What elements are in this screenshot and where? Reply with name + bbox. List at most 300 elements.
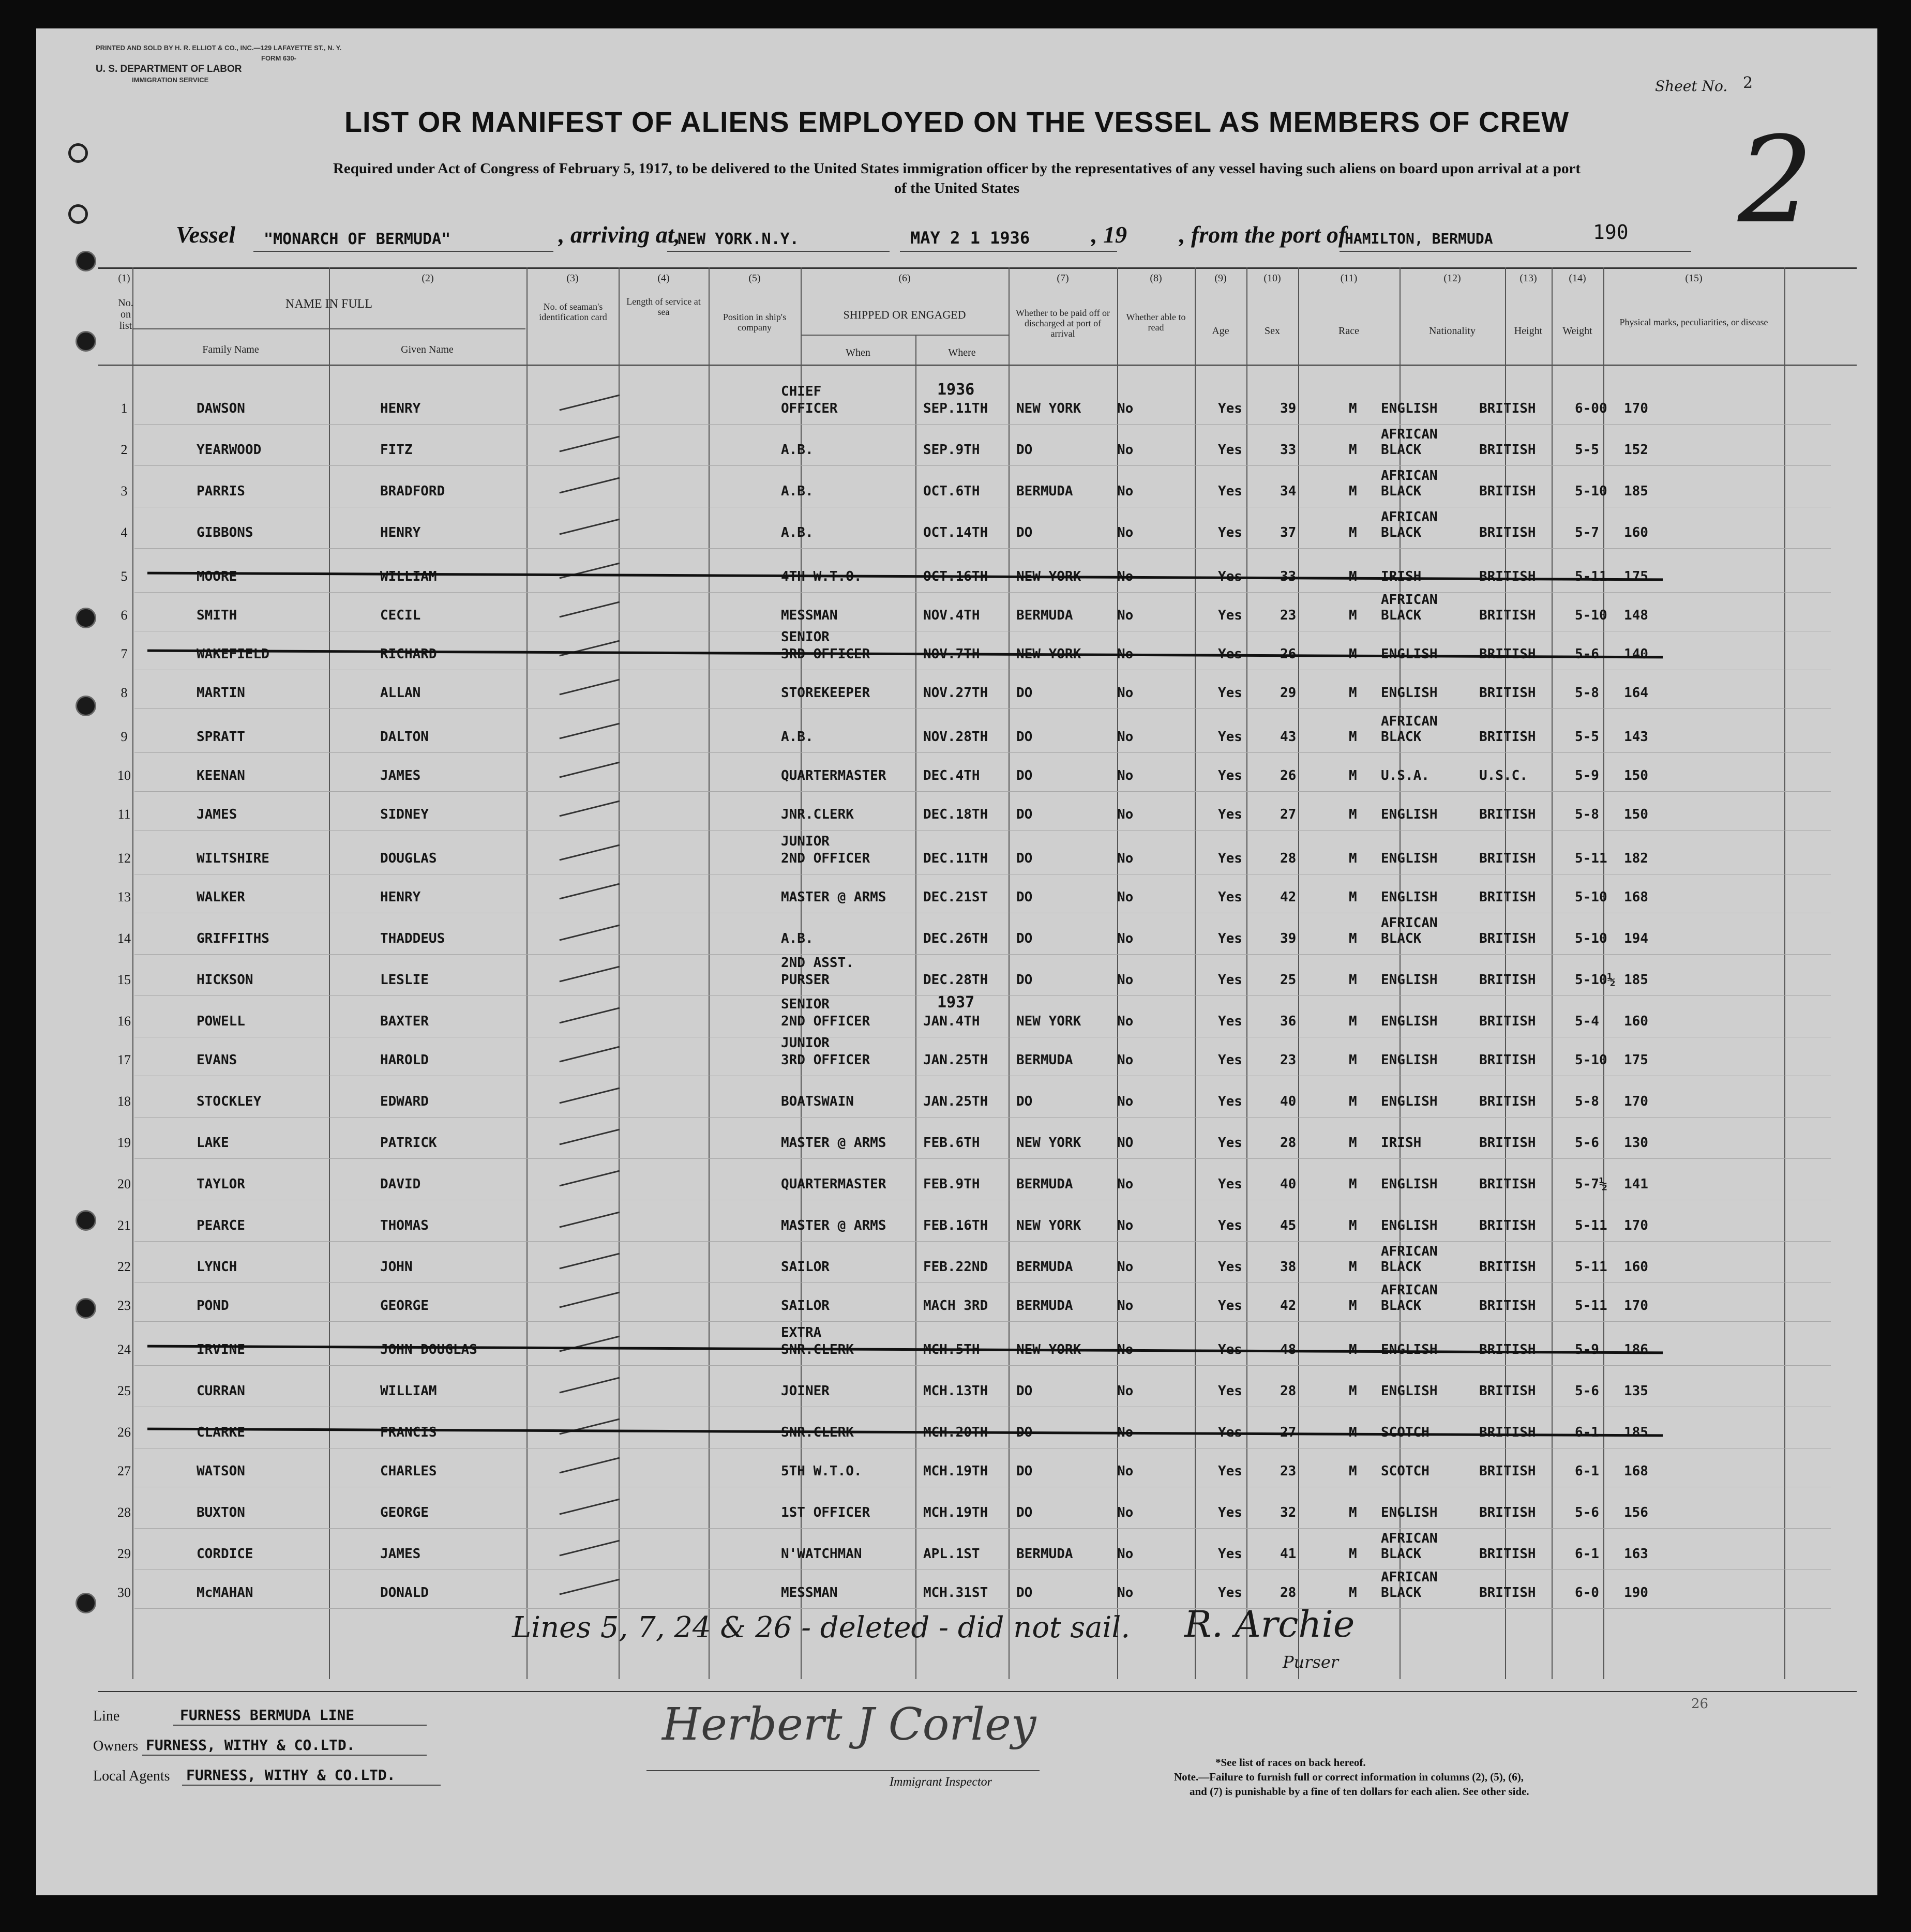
paid-off: NO (1117, 1135, 1134, 1151)
nationality: BRITISH (1479, 1135, 1536, 1151)
race-line-1: AFRICAN (1381, 1531, 1438, 1546)
engaged-when: NOV.28TH (923, 729, 988, 745)
weight: 190 (1624, 1585, 1648, 1601)
id-card-tick-mark (559, 801, 620, 817)
engaged-when: FEB.9TH (923, 1176, 980, 1192)
able-to-read: Yes (1218, 1052, 1242, 1068)
sex: M (1349, 768, 1357, 783)
race-line-1: AFRICAN (1381, 915, 1438, 931)
family-name: STOCKLEY (197, 1094, 262, 1109)
weight: 156 (1624, 1505, 1648, 1520)
given-name: WILLIAM (380, 1383, 437, 1399)
given-name: RICHARD (380, 646, 437, 662)
col-num-14: (14) (1569, 273, 1586, 284)
row-number: 17 (117, 1052, 131, 1067)
sex: M (1349, 685, 1357, 701)
col-header-family: Family Name (202, 344, 259, 355)
weight: 141 (1624, 1176, 1648, 1192)
family-name: LAKE (197, 1135, 229, 1151)
weight: 150 (1624, 768, 1648, 783)
engaged-where: BERMUDA (1016, 1259, 1073, 1275)
engaged-when: OCT.6TH (923, 484, 980, 499)
given-name: DAVID (380, 1176, 421, 1192)
age: 37 (1280, 525, 1297, 540)
position-line-1: JUNIOR (781, 834, 830, 849)
nationality: BRITISH (1479, 1546, 1536, 1562)
height: 5-5 (1575, 729, 1599, 745)
height: 5-8 (1575, 685, 1599, 701)
nationality: BRITISH (1479, 972, 1536, 988)
sex: M (1349, 807, 1357, 822)
sex: M (1349, 931, 1357, 946)
position: MASTER @ ARMS (781, 1135, 886, 1151)
nationality: BRITISH (1479, 807, 1536, 822)
family-name: SPRATT (197, 729, 245, 745)
paid-off: No (1117, 931, 1134, 946)
nationality: BRITISH (1479, 1014, 1536, 1029)
id-card-tick-mark (559, 1253, 620, 1270)
punch-hole (76, 1210, 96, 1231)
given-name: HENRY (380, 401, 421, 416)
position: STOREKEEPER (781, 685, 870, 701)
paid-off: No (1117, 525, 1134, 540)
height: 5-10 (1575, 484, 1607, 499)
row-number: 14 (117, 931, 131, 946)
weight: 164 (1624, 685, 1648, 701)
nationality: BRITISH (1479, 569, 1536, 584)
sex: M (1349, 1176, 1357, 1192)
family-name: KEENAN (197, 768, 245, 783)
weight: 175 (1624, 569, 1648, 584)
engaged-where: DO (1016, 442, 1033, 458)
col-header-no: No. on list (118, 297, 133, 331)
deletion-strikethrough (147, 572, 1663, 581)
row-number: 1 (121, 401, 128, 416)
engaged-when: SEP.9TH (923, 442, 980, 458)
nationality: BRITISH (1479, 401, 1536, 416)
races-note: *See list of races on back hereof. (1215, 1756, 1366, 1769)
col-header-idcard: No. of seaman's identification card (539, 301, 607, 322)
age: 33 (1280, 442, 1297, 458)
nationality: BRITISH (1479, 646, 1536, 662)
engaged-where: BERMUDA (1016, 1546, 1073, 1562)
position: QUARTERMASTER (781, 768, 886, 783)
family-name: PARRIS (197, 484, 245, 499)
engaged-where: NEW YORK (1016, 401, 1081, 416)
given-name: HAROLD (380, 1052, 429, 1068)
age: 28 (1280, 1585, 1297, 1601)
engaged-where: DO (1016, 1463, 1033, 1479)
departure-port: HAMILTON, BERMUDA (1345, 230, 1493, 247)
punch-hole (76, 1298, 96, 1319)
race-line-1: AFRICAN (1381, 592, 1438, 608)
family-name: GRIFFITHS (197, 931, 269, 946)
paid-off: No (1117, 729, 1134, 745)
row-number: 13 (117, 889, 131, 904)
height: 6-0 (1575, 1585, 1599, 1601)
given-name: CHARLES (380, 1463, 437, 1479)
family-name: BUXTON (197, 1505, 245, 1520)
row-number: 29 (117, 1546, 131, 1561)
weight: 160 (1624, 1259, 1648, 1275)
col-header-nationality: Nationality (1429, 325, 1476, 337)
position-line-1: CHIEF (781, 384, 822, 399)
given-name: JOHN DOUGLAS (380, 1342, 477, 1357)
race: ENGLISH (1381, 1094, 1438, 1109)
able-to-read: Yes (1218, 685, 1242, 701)
family-name: POND (197, 1298, 229, 1314)
weight: 150 (1624, 807, 1648, 822)
engaged-when: FEB.16TH (923, 1218, 988, 1233)
engaged-when: NOV.4TH (923, 608, 980, 623)
family-name: CORDICE (197, 1546, 253, 1562)
height: 5-11 (1575, 569, 1607, 584)
inspector-title: Immigrant Inspector (890, 1775, 992, 1789)
id-card-tick-mark (559, 1336, 620, 1352)
row-number: 2 (121, 442, 128, 457)
weight: 152 (1624, 442, 1648, 458)
weight: 185 (1624, 484, 1648, 499)
age: 23 (1280, 1463, 1297, 1479)
height: 5-4 (1575, 1014, 1599, 1029)
deletion-note: Lines 5, 7, 24 & 26 - deleted - did not sail. (512, 1611, 1131, 1644)
row-number: 16 (117, 1014, 131, 1029)
penalty-note-2: and (7) is punishable by a fine of ten dollars for each alien. See other side. (1190, 1785, 1529, 1798)
nationality: BRITISH (1479, 1298, 1536, 1314)
able-to-read: Yes (1218, 1259, 1242, 1275)
position: SAILOR (781, 1298, 830, 1314)
height: 5-10 (1575, 608, 1607, 623)
position: JOINER (781, 1383, 830, 1399)
position: A.B. (781, 729, 814, 745)
height: 6-00 (1575, 401, 1607, 416)
race-line-1: AFRICAN (1381, 1282, 1438, 1298)
able-to-read: Yes (1218, 1014, 1242, 1029)
position: SAILOR (781, 1259, 830, 1275)
age: 45 (1280, 1218, 1297, 1233)
height: 5-6 (1575, 646, 1599, 662)
race: ENGLISH (1381, 1383, 1438, 1399)
engaged-where: BERMUDA (1016, 1298, 1073, 1314)
engaged-when: DEC.11TH (923, 851, 988, 866)
sex: M (1349, 1505, 1357, 1520)
engaged-where: DO (1016, 1383, 1033, 1399)
weight: 148 (1624, 608, 1648, 623)
col-num-1: (1) (118, 273, 130, 284)
row-number: 23 (117, 1298, 131, 1313)
engaged-when: NOV.27TH (923, 685, 988, 701)
row-number: 20 (117, 1176, 131, 1191)
row-number: 15 (117, 972, 131, 987)
height: 5-11 (1575, 1298, 1607, 1314)
family-name: HICKSON (197, 972, 253, 988)
subtitle-line-2: of the United States (894, 180, 1020, 197)
col-num-2: (2) (422, 273, 434, 284)
nationality: BRITISH (1479, 889, 1536, 905)
family-name: SMITH (197, 608, 237, 623)
paid-off: No (1117, 1383, 1134, 1399)
position-line-1: JUNIOR (781, 1035, 830, 1051)
binder-ring (68, 204, 88, 224)
able-to-read: Yes (1218, 1383, 1242, 1399)
weight: 130 (1624, 1135, 1648, 1151)
able-to-read: Yes (1218, 1585, 1242, 1601)
race: ENGLISH (1381, 1014, 1438, 1029)
engaged-where: DO (1016, 1505, 1033, 1520)
col-num-11: (11) (1340, 273, 1358, 284)
engaged-when: DEC.28TH (923, 972, 988, 988)
height: 5-10 (1575, 889, 1607, 905)
nationality: BRITISH (1479, 608, 1536, 623)
sex: M (1349, 889, 1357, 905)
able-to-read: Yes (1218, 484, 1242, 499)
position: OFFICER (781, 401, 838, 416)
height: 5-6 (1575, 1135, 1599, 1151)
given-name: GEORGE (380, 1505, 429, 1520)
race: ENGLISH (1381, 851, 1438, 866)
id-card-tick-mark (559, 477, 620, 494)
race: BLACK (1381, 525, 1422, 540)
nationality: BRITISH (1479, 1505, 1536, 1520)
row-number: 27 (117, 1463, 131, 1478)
able-to-read: Yes (1218, 889, 1242, 905)
sex: M (1349, 972, 1357, 988)
age: 41 (1280, 1546, 1297, 1562)
engaged-when: DEC.4TH (923, 768, 980, 783)
nationality: BRITISH (1479, 1094, 1536, 1109)
weight: 170 (1624, 1298, 1648, 1314)
able-to-read: Yes (1218, 851, 1242, 866)
id-card-tick-mark (559, 1212, 620, 1228)
row-number: 5 (121, 569, 128, 584)
engaged-where: DO (1016, 851, 1033, 866)
race: ENGLISH (1381, 401, 1438, 416)
weight: 170 (1624, 1218, 1648, 1233)
form-number: FORM 630- (261, 54, 296, 62)
paid-off: No (1117, 972, 1134, 988)
race-line-1: AFRICAN (1381, 427, 1438, 442)
height: 5-11 (1575, 1218, 1607, 1233)
paid-off: No (1117, 401, 1134, 416)
race: ENGLISH (1381, 889, 1438, 905)
weight: 135 (1624, 1383, 1648, 1399)
arriving-label: , arriving at, (559, 221, 681, 248)
able-to-read: Yes (1218, 768, 1242, 783)
deletion-strikethrough (147, 1428, 1663, 1437)
service-name: IMMIGRATION SERVICE (132, 76, 209, 84)
paid-off: No (1117, 1052, 1134, 1068)
col-num-4: (4) (657, 273, 670, 284)
paid-off: No (1117, 1298, 1134, 1314)
age: 36 (1280, 1014, 1297, 1029)
engaged-where: DO (1016, 729, 1033, 745)
subtitle-line-1: Required under Act of Congress of February 5, 1917, to be delivered to the United States immigration officer by the representatives of any vessel having such aliens on board upon arrival at a port (333, 160, 1581, 177)
row-number: 28 (117, 1505, 131, 1520)
race: ENGLISH (1381, 1176, 1438, 1192)
large-sheet-number: 2 (1738, 112, 1814, 250)
age: 28 (1280, 1135, 1297, 1151)
race: IRISH (1381, 1135, 1422, 1151)
id-card-tick-mark (559, 1129, 620, 1145)
height: 5-7½ (1575, 1176, 1607, 1192)
age: 34 (1280, 484, 1297, 499)
sex: M (1349, 851, 1357, 866)
paid-off: No (1117, 1505, 1134, 1520)
position: N'WATCHMAN (781, 1546, 862, 1562)
id-card-tick-mark (559, 1418, 620, 1435)
given-name: HENRY (380, 525, 421, 540)
nationality: BRITISH (1479, 442, 1536, 458)
sex: M (1349, 401, 1357, 416)
engaged-year: 1936 (937, 381, 975, 399)
id-card-tick-mark (559, 1377, 620, 1394)
race-line-1: AFRICAN (1381, 1244, 1438, 1259)
engaged-where: BERMUDA (1016, 1052, 1073, 1068)
col-header-sex: Sex (1265, 325, 1280, 337)
race: BLACK (1381, 484, 1422, 499)
nationality: BRITISH (1479, 1259, 1536, 1275)
nationality: BRITISH (1479, 1218, 1536, 1233)
height: 5-6 (1575, 1383, 1599, 1399)
id-card-tick-mark (559, 1292, 620, 1308)
able-to-read: Yes (1218, 1135, 1242, 1151)
weight: 143 (1624, 729, 1648, 745)
row-number: 8 (121, 685, 128, 700)
id-card-tick-mark (559, 563, 620, 579)
able-to-read: Yes (1218, 1298, 1242, 1314)
engaged-when: MCH.19TH (923, 1505, 988, 1520)
id-card-tick-mark (559, 723, 620, 739)
race: ENGLISH (1381, 1218, 1438, 1233)
race-line-1: AFRICAN (1381, 1569, 1438, 1585)
row-number: 9 (121, 729, 128, 744)
given-name: ALLAN (380, 685, 421, 701)
col-num-7: (7) (1057, 273, 1069, 284)
race: BLACK (1381, 1585, 1422, 1601)
id-card-tick-mark (559, 519, 620, 535)
col-header-read: Whether able to read (1126, 312, 1186, 333)
engaged-where: DO (1016, 768, 1033, 783)
age: 29 (1280, 685, 1297, 701)
family-name: PEARCE (197, 1218, 245, 1233)
family-name: TAYLOR (197, 1176, 245, 1192)
sex: M (1349, 729, 1357, 745)
engaged-where: DO (1016, 1585, 1033, 1601)
able-to-read: Yes (1218, 807, 1242, 822)
height: 5-10 (1575, 931, 1607, 946)
id-card-tick-mark (559, 883, 620, 900)
able-to-read: Yes (1218, 729, 1242, 745)
height: 6-1 (1575, 1546, 1599, 1562)
race: ENGLISH (1381, 807, 1438, 822)
age: 28 (1280, 1383, 1297, 1399)
department-name: U. S. DEPARTMENT OF LABOR (96, 64, 242, 74)
nationality: BRITISH (1479, 1425, 1536, 1440)
weight: 160 (1624, 525, 1648, 540)
able-to-read: Yes (1218, 1176, 1242, 1192)
height: 5-5 (1575, 442, 1599, 458)
weight: 175 (1624, 1052, 1648, 1068)
height: 5-11 (1575, 851, 1607, 866)
position: 2ND OFFICER (781, 851, 870, 866)
col-header-position: Position in ship's company (723, 312, 787, 333)
age: 25 (1280, 972, 1297, 988)
given-name: EDWARD (380, 1094, 429, 1109)
vessel-number: 190 (1593, 221, 1629, 244)
family-name: WILTSHIRE (197, 851, 269, 866)
id-card-tick-mark (559, 1007, 620, 1024)
race: ENGLISH (1381, 685, 1438, 701)
age: 39 (1280, 401, 1297, 416)
given-name: JAMES (380, 768, 421, 783)
race-line-1: AFRICAN (1381, 468, 1438, 484)
age: 32 (1280, 1505, 1297, 1520)
col-num-6: (6) (898, 273, 911, 284)
engaged-where: NEW YORK (1016, 1218, 1081, 1233)
height: 5-9 (1575, 1342, 1599, 1357)
position: MESSMAN (781, 1585, 838, 1601)
position-line-1: EXTRA (781, 1325, 822, 1340)
engaged-where: BERMUDA (1016, 1176, 1073, 1192)
height: 5-6 (1575, 1505, 1599, 1520)
given-name: FRANCIS (380, 1425, 437, 1440)
col-header-age: Age (1212, 325, 1229, 337)
position: 5TH W.T.O. (781, 1463, 862, 1479)
engaged-when: MCH.31ST (923, 1585, 988, 1601)
weight: 185 (1624, 972, 1648, 988)
row-number: 18 (117, 1094, 131, 1109)
given-name: DOUGLAS (380, 851, 437, 866)
arrival-port: NEW YORK.N.Y. (678, 230, 799, 248)
nationality: BRITISH (1479, 525, 1536, 540)
printer-line: PRINTED AND SOLD BY H. R. ELLIOT & CO., INC.—129 LAFAYETTE ST., N. Y. (96, 44, 342, 52)
id-card-tick-mark (559, 1540, 620, 1557)
punch-hole (76, 696, 96, 716)
race: ENGLISH (1381, 972, 1438, 988)
sex: M (1349, 1383, 1357, 1399)
position: JNR.CLERK (781, 807, 854, 822)
row-number: 3 (121, 484, 128, 499)
given-name: DONALD (380, 1585, 429, 1601)
age: 40 (1280, 1094, 1297, 1109)
sex: M (1349, 1218, 1357, 1233)
engaged-when: MCH.13TH (923, 1383, 988, 1399)
given-name: WILLIAM (380, 569, 437, 584)
engaged-when: JAN.25TH (923, 1052, 988, 1068)
position: 1ST OFFICER (781, 1505, 870, 1520)
engaged-when: MCH.19TH (923, 1463, 988, 1479)
race: BLACK (1381, 729, 1422, 745)
given-name: FITZ (380, 442, 413, 458)
able-to-read: Yes (1218, 1505, 1242, 1520)
given-name: LESLIE (380, 972, 429, 988)
col-num-15: (15) (1685, 273, 1703, 284)
id-card-tick-mark (559, 1046, 620, 1063)
height: 6-1 (1575, 1425, 1599, 1440)
row-number: 30 (117, 1585, 131, 1600)
row-number: 4 (121, 525, 128, 540)
age: 23 (1280, 608, 1297, 623)
penalty-note-1: Note.—Failure to furnish full or correct information in columns (2), (5), (6), (1174, 1771, 1524, 1783)
race: BLACK (1381, 442, 1422, 458)
given-name: CECIL (380, 608, 421, 623)
race: ENGLISH (1381, 1505, 1438, 1520)
given-name: SIDNEY (380, 807, 429, 822)
engaged-when: JAN.4TH (923, 1014, 980, 1029)
id-card-tick-mark (559, 1457, 620, 1474)
given-name: HENRY (380, 889, 421, 905)
able-to-read: Yes (1218, 972, 1242, 988)
